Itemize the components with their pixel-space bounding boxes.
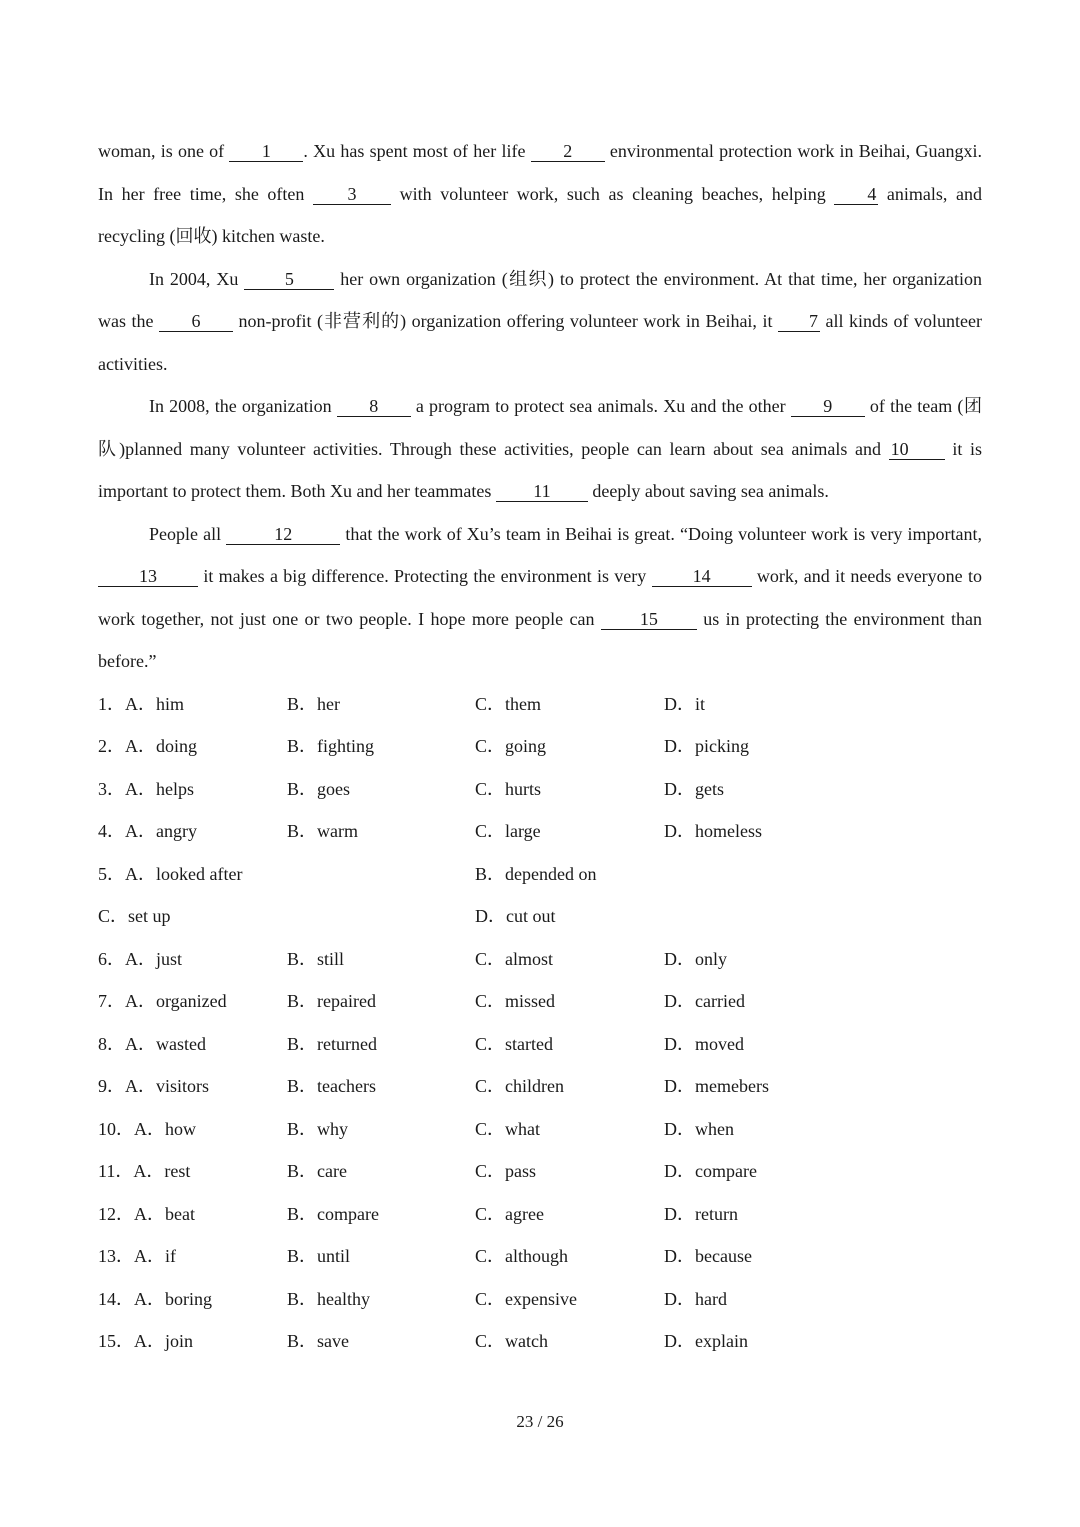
option-a: 7．A．organized: [98, 991, 227, 1011]
blank-13: 13: [98, 566, 198, 587]
option-d: D．hard: [664, 1288, 727, 1309]
option-d: D．gets: [664, 778, 724, 799]
question-row: [98, 1278, 982, 1321]
option-c: C．set up: [98, 906, 171, 926]
option-d: D．carried: [664, 991, 745, 1011]
passage-text: work, and it needs everyone to work together, not just one or two people. I hope more people can: [98, 566, 982, 629]
blank-11: 11: [496, 481, 588, 502]
option-b: B．save: [287, 1331, 349, 1351]
option-a: 9．A．visitors: [98, 1076, 210, 1096]
document-page: [98, 130, 982, 1363]
passage-text: that the work of Xu’s team in Beihai is great. “Doing volunteer work is very important,: [340, 523, 983, 544]
question-row: [98, 1235, 982, 1278]
blank-10: 10: [889, 439, 945, 460]
option-b: B．until: [287, 1246, 351, 1266]
passage-text: with volunteer work, such as cleaning beaches, helping: [391, 183, 835, 204]
option-a: 13．A．if: [98, 1246, 176, 1266]
question-row: [98, 1193, 982, 1236]
question-row: [98, 1108, 982, 1151]
option-a: 15．A．join: [98, 1331, 194, 1351]
blank-7: 7: [778, 311, 820, 332]
blank-8: 8: [337, 396, 411, 417]
option-d: D．explain: [664, 1331, 748, 1351]
option-b: B．care: [287, 1161, 347, 1181]
option-c: C．although: [475, 1246, 568, 1266]
option-d: D．return: [664, 1203, 738, 1224]
question-row: [98, 768, 982, 811]
blank-4: 4: [834, 184, 878, 205]
option-c: C．hurts: [475, 778, 542, 799]
option-d: D．only: [664, 948, 727, 969]
question-row: [98, 810, 982, 853]
blank-14: 14: [652, 566, 752, 587]
passage-paragraph-2: [98, 258, 982, 386]
option-a: 6．A．just: [98, 948, 183, 969]
option-c: C．what: [475, 1118, 540, 1139]
passage-text: it makes a big difference. Protecting the environment is very: [198, 566, 652, 586]
option-b: B．why: [287, 1118, 349, 1139]
option-d: D．moved: [664, 1033, 744, 1054]
option-a: 4．A．angry: [98, 821, 197, 841]
passage-text: us in protecting the environment than before.”: [98, 608, 982, 671]
passage-text: environmental protection work in Beihai, Guangxi. In her free time, she often: [98, 141, 982, 204]
option-d: D．because: [664, 1246, 752, 1266]
question-row: [98, 938, 982, 981]
blank-9: 9: [791, 396, 865, 417]
option-c: C．missed: [475, 991, 556, 1011]
question-row: [98, 1023, 982, 1066]
option-c: C．large: [475, 821, 541, 841]
passage-paragraph-3: [98, 385, 982, 513]
option-b: B．compare: [287, 1203, 379, 1224]
question-row: [98, 895, 982, 938]
question-row: [98, 853, 982, 896]
passage-text: deeply about saving sea animals.: [587, 481, 829, 501]
option-c: C．children: [475, 1076, 564, 1096]
blank-3: 3: [313, 184, 391, 205]
option-c: C．started: [475, 1033, 553, 1054]
option-c: C．almost: [475, 948, 554, 969]
passage-text: animals, and recycling (回收) kitchen waste.: [98, 183, 983, 246]
option-d: D．homeless: [664, 821, 762, 841]
option-b: B．depended on: [475, 863, 597, 884]
option-b: B．still: [287, 948, 345, 969]
option-a: 5．A．looked after: [98, 863, 243, 884]
blank-2: 2: [531, 141, 605, 162]
option-b: B．teachers: [287, 1076, 376, 1096]
option-b: B．fighting: [287, 736, 375, 756]
option-a: 11．A．rest: [98, 1161, 191, 1181]
passage-paragraph-1: [98, 130, 982, 258]
passage-text: her own organization (组织) to protect the environment. At that time, her organization was the: [98, 268, 982, 331]
blank-12: 12: [226, 524, 340, 545]
passage-text: . Xu has spent most of her life: [303, 141, 531, 161]
option-c: C．going: [475, 736, 547, 756]
option-a: 10．A．how: [98, 1118, 196, 1139]
page-number: 23 / 26: [516, 1412, 564, 1431]
passage-text: all kinds of volunteer activities.: [98, 311, 982, 374]
option-b: B．goes: [287, 778, 350, 799]
option-d: D．compare: [664, 1161, 757, 1181]
blank-1: 1: [229, 141, 303, 162]
passage-text: non-profit (非营利的) organization offering volunteer work in Beihai, it: [233, 311, 778, 331]
passage-text: woman, is one of: [98, 141, 230, 161]
option-b: B．warm: [287, 821, 358, 841]
passage-text: In 2008, the organization: [149, 396, 337, 416]
option-d: D．cut out: [475, 906, 556, 926]
option-a: 3．A．helps: [98, 778, 194, 799]
question-row: [98, 1150, 982, 1193]
question-row: [98, 1320, 982, 1363]
option-d: D．when: [664, 1118, 734, 1139]
option-b: B．returned: [287, 1033, 377, 1054]
option-b: B．her: [287, 693, 340, 714]
option-a: 12．A．beat: [98, 1203, 195, 1224]
question-row: [98, 683, 982, 726]
option-b: B．repaired: [287, 991, 376, 1011]
option-d: D．memebers: [664, 1076, 769, 1096]
option-a: 14．A．boring: [98, 1288, 212, 1309]
question-row: [98, 725, 982, 768]
option-c: C．expensive: [475, 1288, 577, 1309]
passage-text: it is important to protect them. Both Xu and her teammates: [98, 438, 982, 501]
question-row: [98, 980, 982, 1023]
blank-15: 15: [601, 609, 697, 630]
blank-5: 5: [244, 269, 334, 290]
option-a: 2．A．doing: [98, 736, 197, 756]
option-d: D．picking: [664, 736, 749, 756]
passage-paragraph-4: [98, 513, 982, 683]
option-d: D．it: [664, 693, 706, 714]
passage-text: In 2004, Xu: [149, 268, 245, 289]
question-options-list: [98, 683, 982, 1363]
passage-text: of the team (团队)planned many volunteer activities. Through these activities, people can learn about sea animals and: [98, 396, 982, 459]
option-c: C．agree: [475, 1203, 544, 1224]
option-c: C．watch: [475, 1331, 548, 1351]
option-c: C．pass: [475, 1161, 537, 1181]
blank-6: 6: [159, 311, 233, 332]
option-a: 8．A．wasted: [98, 1033, 206, 1054]
question-row: [98, 1065, 982, 1108]
option-c: C．them: [475, 693, 541, 714]
passage-text: a program to protect sea animals. Xu and the other: [410, 396, 791, 416]
option-b: B．healthy: [287, 1288, 370, 1309]
passage-text: People all: [149, 523, 227, 544]
option-a: 1．A．him: [98, 693, 185, 714]
